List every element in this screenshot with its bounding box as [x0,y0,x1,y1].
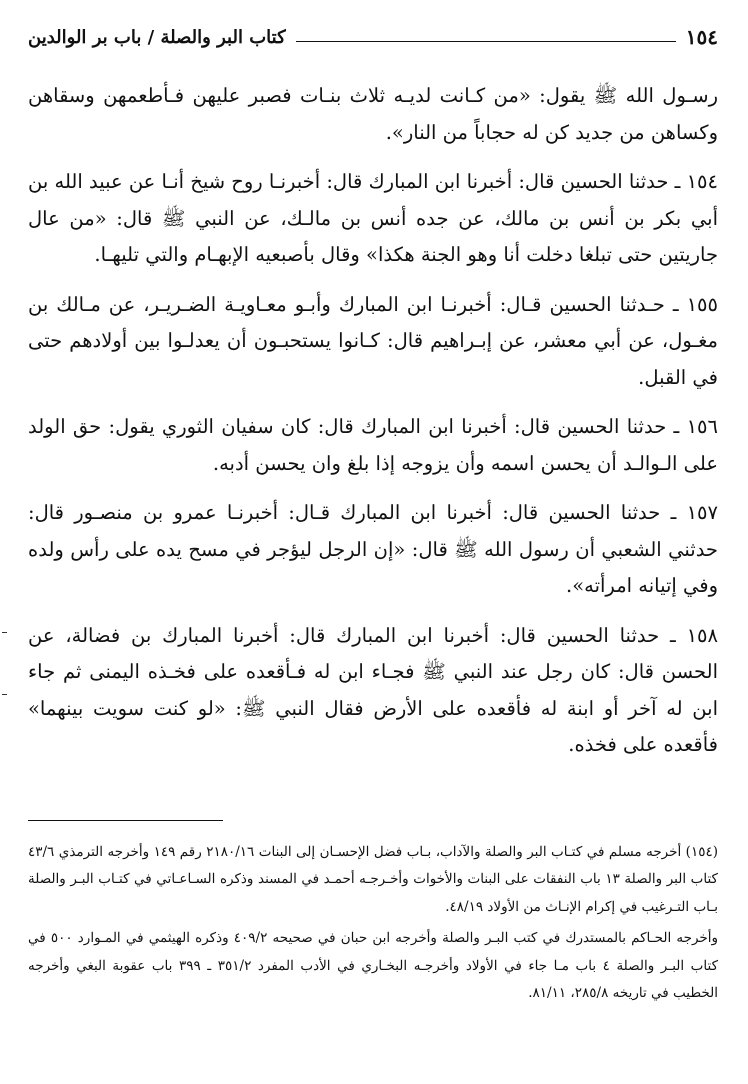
margin-mark [2,694,7,695]
header-rule [296,41,676,42]
footnotes [28,839,718,1008]
running-header [28,22,718,52]
main-text [28,78,718,764]
footnote-separator [28,820,223,821]
paragraph-continuation: رسـول الله ﷺ يقول: «من كـانت لديـه ثلاث بنـات فصبر عليهن فـأطعمهن وسقاهن وكساهن من جديد كن له حجاباً من النار». [28,84,718,144]
footnote-154: (١٥٤) أخرجه مسلم في كتـاب البر والصلة والآداب، بـاب فضل الإحسـان إلى البنات ٢١٨٠/١٦ رقم ١٤٩ وأخرجه الترمذي ٤٣/٦ كتاب البر والصلة ١٣ باب النفقات على البنات والأخوات وأخـرجـه أحمـد في المسند وذكره السـاعـاتي في كتـاب البـر والصلة بـاب التـرغيب في إكرام الإنـاث من الأولاد ٤٨/١٩. [28,843,718,915]
hadith-156: ١٥٦ ـ حدثنا الحسين قال: أخبرنا ابن المبارك قال: كان سفيان الثوري يقول: حق الولد على الـوالـد أن يحسن اسمه وأن يزوجه إذا بلغ وان يحسن أدبه. [28,415,718,475]
page-number: ١٥٤ [685,25,718,49]
hadith-158: ١٥٨ ـ حدثنا الحسين قال: أخبرنا ابن المبارك قال: أخبرنا المبارك بن فضالة، عن الحسن قال: كان رجل عند النبي ﷺ فجـاء ابن له فـأقعده على فخـذه اليمنى ثم جاء ابن له آخر أو ابنة له فأقعده على الأرض فقال النبي ﷺ: «لو كنت سويت بينهما» فأقعده على فخذه. [28,623,718,756]
margin-mark [2,632,7,633]
hadith-155: ١٥٥ ـ حـدثنا الحسين قـال: أخبرنـا ابن المبارك وأبـو معـاويـة الضـريـر، عن مـالك بن مغـول، عن أبي معشر، عن إبـراهيم قال: كـانوا يستحبـون أن يعدلـوا بين أولادهم حتى في القبل. [28,292,718,389]
hadith-154: ١٥٤ ـ حدثنا الحسين قال: أخبرنا ابن المبارك قال: أخبرنـا روح شيخ أنـا عن عبيد الله بن أبي بكر بن أنس بن مالك، عن جده أنس بن مالـك، عن النبي ﷺ قال: «من عال جاريتين حتى تبلغا دخلت أنا وهو الجنة هكذا» وقال بأصبعيه الإبهـام والتي تليهـا. [28,170,718,266]
hadith-157: ١٥٧ ـ حدثنا الحسين قال: أخبرنا ابن المبارك قـال: أخبرنـا عمرو بن منصـور قال: حدثني الشعبي أن رسول الله ﷺ قال: «إن الرجل ليؤجر في مسح يده على رأس ولده وفي إتيانه امرأته». [28,501,718,597]
footnote-154-continued: وأخرجه الحـاكم بالمستدرك في كتب البـر والصلة وأخرجه ابن حبان في صحيحه ٤٠٩/٢ وذكره الهيثمي في المـوارد ٥٠٠ في كتاب البـر والصلة ٤ باب مـا جاء في الأولاد وأخرجـه البخـاري في الأدب المفرد ٣٥١/٢ ـ ٣٩٩ باب عقوبة البغي وأخرجه الخطيب في تاريخه ٢٨٥/٨، ٨١/١١. [28,930,719,1001]
book-page [28,22,718,1012]
chapter-title: كتاب البر والصلة / باب بر الوالدين [28,26,286,48]
